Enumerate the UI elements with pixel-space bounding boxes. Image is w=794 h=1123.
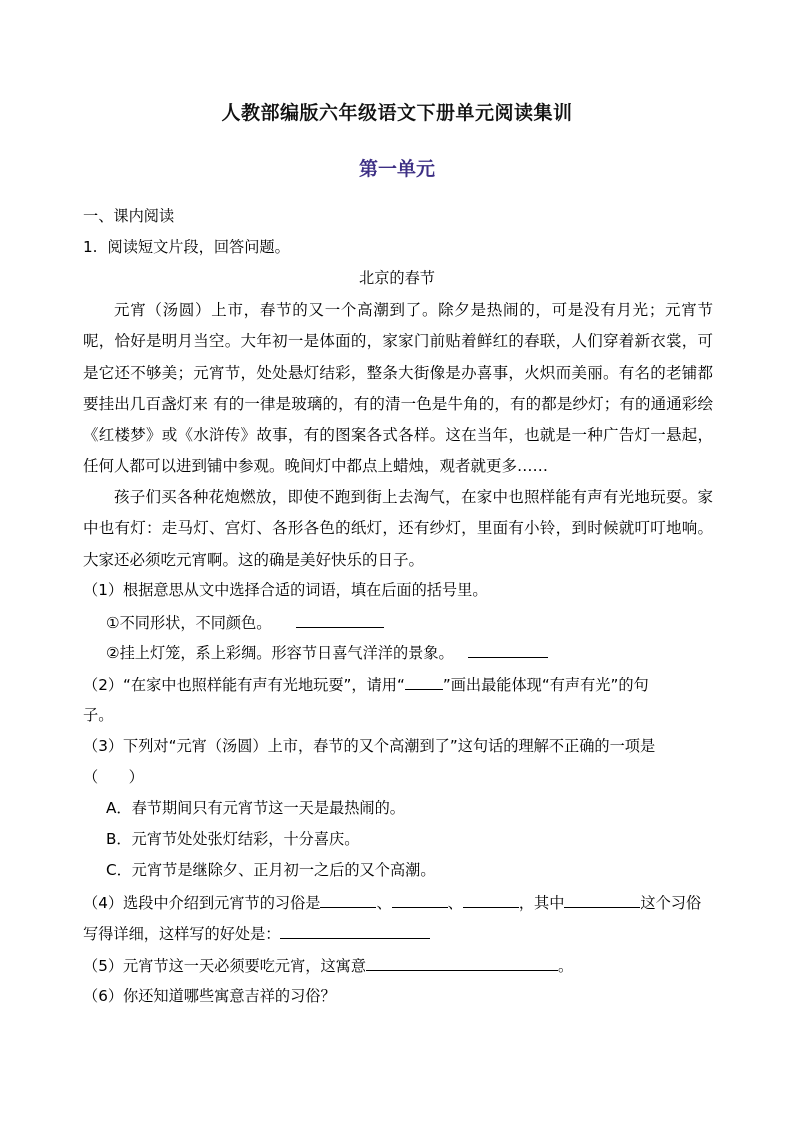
answer-parentheses[interactable]: （ ） [83, 768, 144, 786]
answer-blank[interactable] [392, 892, 448, 908]
question-1-2-continuation: 子。 [83, 706, 114, 724]
option-a[interactable]: A．春节期间只有元宵节这一天是最热闹的。 [106, 799, 405, 817]
answer-blank[interactable] [564, 892, 640, 908]
answer-blank[interactable] [320, 892, 376, 908]
passage-title: 北京的春节 [359, 269, 435, 287]
question-1-line [83, 237, 290, 257]
question-text: ”画出最能体现“有声有光”的句 [442, 676, 649, 694]
question-1-1-item-2 [106, 642, 548, 663]
question-text: （5）元宵节这一天必须要吃元宵，这寓意 [83, 957, 367, 975]
separator: 、 [447, 894, 463, 912]
unit-title: 第一单元 [358, 158, 435, 180]
question-number: 1. [83, 238, 98, 256]
question-text: ，其中 [518, 894, 565, 912]
underline-mark-blank[interactable] [405, 674, 443, 690]
option-b[interactable]: B．元宵节处处张灯结彩，十分喜庆。 [106, 830, 360, 848]
section-heading: 一、课内阅读 [83, 207, 175, 225]
answer-blank[interactable] [366, 955, 558, 971]
question-1-6: （6）你还知道哪些寓意吉祥的习俗？ [83, 987, 336, 1005]
question-1-4-continuation [83, 923, 430, 944]
question-1-3: （3）下列对“元宵（汤圆）上市，春节的又个高潮到了”这句话的理解不正确的一项是 [83, 737, 656, 755]
question-1-4 [83, 892, 701, 913]
answer-blank[interactable] [463, 892, 519, 908]
answer-blank[interactable] [296, 612, 384, 628]
answer-blank[interactable] [468, 642, 548, 658]
item-text: ①不同形状，不同颜色。 [106, 614, 272, 632]
question-1-1: （1）根据意思从文中选择合适的词语，填在后面的括号里。 [83, 581, 488, 599]
question-instruction: 阅读短文片段，回答问题。 [107, 238, 290, 256]
question-1-2 [83, 674, 649, 695]
item-text: ②挂上灯笼，系上彩绸。形容节日喜气洋洋的景象。 [106, 644, 454, 662]
option-c[interactable]: C．元宵节是继除夕、正月初一之后的又个高潮。 [106, 861, 436, 879]
question-text: 写得详细，这样写的好处是： [83, 925, 281, 943]
document-title: 人教部编版六年级语文下册单元阅读集训 [221, 102, 573, 124]
question-1-1-item-1 [106, 612, 384, 633]
question-text: （2）“在家中也照样能有声有光地玩耍”，请用“ [83, 676, 405, 694]
answer-blank[interactable] [280, 923, 430, 939]
question-1-5 [83, 955, 573, 976]
question-text: 这个习俗 [640, 894, 702, 912]
separator: 、 [376, 894, 392, 912]
passage-paragraph-2: 孩子们买各种花炮燃放，即使不跑到街上去淘气，在家中也照样能有声有光地玩耍。家中也有灯：走马灯、宫灯、各形各色的纸灯，还有纱灯，里面有小铃，到时候就叮叮地响。大家还必须吃元宵啊。这的确是美好快乐的日子。 [83, 488, 713, 569]
question-text: （4）选段中介绍到元宵节的习俗是 [83, 894, 321, 912]
question-text: 。 [558, 957, 574, 975]
passage-paragraph-1: 元宵（汤圆）上市，春节的又一个高潮到了。除夕是热闹的，可是没有月光；元宵节呢，恰好是明月当空。大年初一是体面的，家家门前贴着鲜红的春联，人们穿着新衣裳，可是它还不够美；元宵节，处处悬灯结彩，整条大街像是办喜事，火炽而美丽。有名的老铺都要挂出几百盏灯来 有的一律是玻璃的，有的清一色是牛角的，有的都是纱灯；有的通通彩绘《红楼梦》或《水浒传》故事，有的图案各式各样。这在当年，也就是一种广告灯一悬起，任何人都可以进到铺中参观。晚间灯中都点上蜡烛，观者就更多…… [83, 301, 713, 476]
